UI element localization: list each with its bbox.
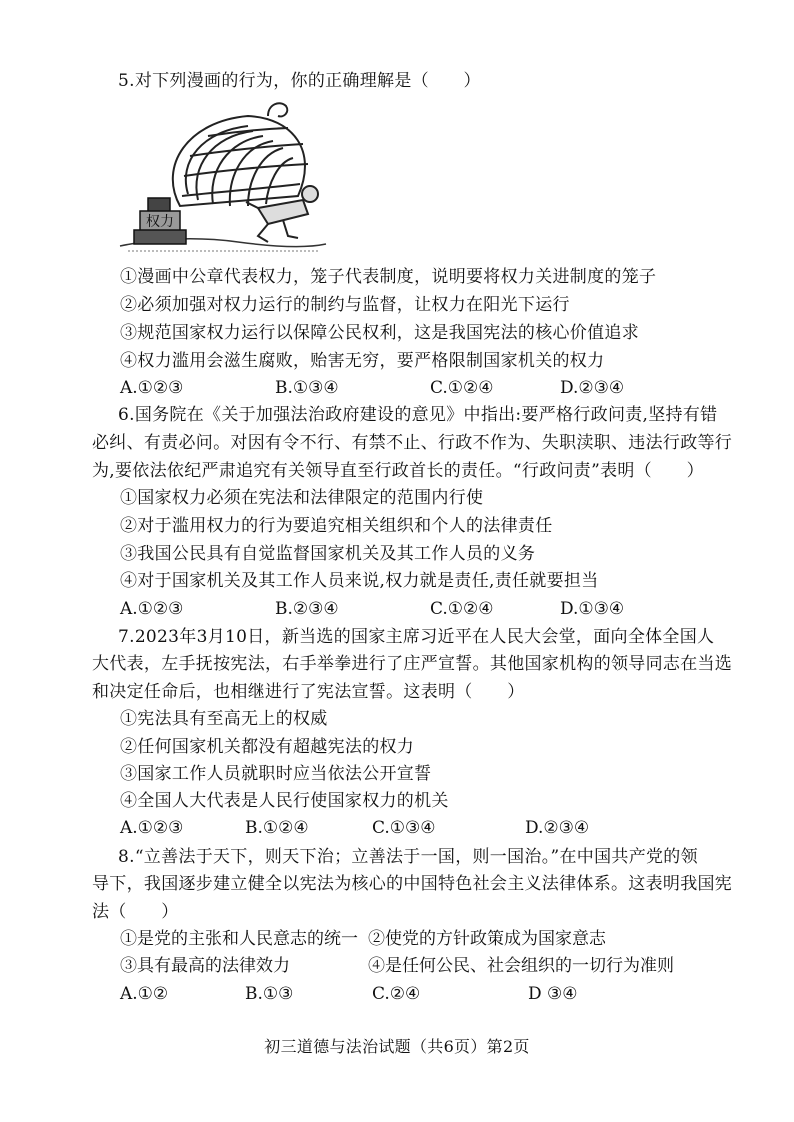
- q8-line-3: 法（ ）: [92, 902, 179, 922]
- q5-statement-1: ①漫画中公章代表权力，笼子代表制度，说明要将权力关进制度的笼子: [120, 267, 657, 287]
- page-footer: 初三道德与法治试题（共6页）第2页: [264, 1037, 530, 1056]
- q6-statement-2: ②对于滥用权力的行为要追究相关组织和个人的法律责任: [120, 516, 553, 536]
- q8-option-b: B.①③: [245, 984, 294, 1004]
- q8-option-c: C.②④: [372, 984, 421, 1004]
- seal-label: 权力: [146, 214, 174, 230]
- seal-stamp: [134, 198, 186, 244]
- q5-option-a: A.①②③: [120, 378, 184, 398]
- q6-option-d: D.①③④: [560, 599, 625, 619]
- q7-option-b: B.①②④: [245, 818, 309, 838]
- q7-option-a: A.①②③: [120, 818, 184, 838]
- q5-statement-2: ②必须加强对权力运行的制约与监督，让权力在阳光下运行: [120, 295, 570, 315]
- q5-option-d: D.②③④: [560, 378, 625, 398]
- q7-statement-2: ②任何国家机关都没有超越宪法的权力: [120, 737, 415, 757]
- q8-statement-4: ④是任何公民、社会组织的一切行为准则: [368, 956, 674, 976]
- q6-statement-4: ④对于国家机关及其工作人员来说,权力就是责任,责任就要担当: [120, 571, 599, 591]
- q6-option-c: C.①②④: [430, 599, 494, 619]
- q6-line-1: 6.国务院在《关于加强法治政府建设的意见》中指出:要严格行政问责,坚持有错: [118, 405, 718, 425]
- q6-option-a: A.①②③: [120, 599, 184, 619]
- cartoon-image: [118, 96, 328, 256]
- q5-statement-4: ④权力滥用会滋生腐败，贻害无穷，要严格限制国家机关的权力: [120, 351, 605, 371]
- q6-option-b: B.②③④: [275, 599, 339, 619]
- q5-stem: 5.对下列漫画的行为，你的正确理解是（ ）: [118, 71, 481, 91]
- q6-line-3: 为,要依法依纪严肃追究有关领导直至行政首长的责任。“行政问责”表明（ ）: [92, 461, 704, 481]
- q7-option-d: D.②③④: [525, 818, 590, 838]
- q7-option-c: C.①③④: [372, 818, 436, 838]
- q5-option-b: B.①③④: [275, 378, 339, 398]
- q7-line-1: 7.2023年3月10日，新当选的国家主席习近平在人民大会堂，面向全体全国人: [118, 627, 715, 647]
- q5-option-c: C.①②④: [430, 378, 494, 398]
- q6-statement-3: ③我国公民具有自觉监督国家机关及其工作人员的义务: [120, 544, 536, 564]
- q5-statement-3: ③规范国家权力运行以保障公民权利，这是我国宪法的核心价值追求: [120, 323, 639, 343]
- q7-statement-4: ④全国人大代表是人民行使国家权力的机关: [120, 791, 449, 811]
- q8-line-1: 8.“立善法于天下，则天下治；立善法于一国，则一国治。”在中国共产党的领: [118, 847, 698, 867]
- q8-statement-3: ③具有最高的法律效力: [120, 956, 290, 976]
- cage-seal-cartoon: [118, 96, 328, 256]
- q8-option-a: A.①②: [120, 984, 169, 1004]
- q6-line-2: 必纠、有责必问。对因有令不行、有禁不止、行政不作为、失职渎职、违法行政等行: [92, 433, 733, 453]
- q8-option-d: D ③④: [528, 984, 578, 1004]
- q8-line-2: 导下，我国逐步建立健全以宪法为核心的中国特色社会主义法律体系。这表明我国宪: [92, 874, 733, 894]
- q7-statement-1: ①宪法具有至高无上的权威: [120, 709, 328, 729]
- q6-statement-1: ①国家权力必须在宪法和法律限定的范围内行使: [120, 488, 484, 508]
- q8-statement-2: ②使党的方针政策成为国家意志: [368, 929, 606, 949]
- q7-statement-3: ③国家工作人员就职时应当依法公开宣誓: [120, 764, 432, 784]
- q7-line-2: 大代表，左手抚按宪法，右手举拳进行了庄严宣誓。其他国家机构的领导同志在当选: [92, 654, 733, 674]
- q7-line-3: 和决定任命后，也相继进行了宪法宣誓。这表明（ ）: [92, 682, 525, 702]
- q8-statement-1: ①是党的主张和人民意志的统一: [120, 929, 358, 949]
